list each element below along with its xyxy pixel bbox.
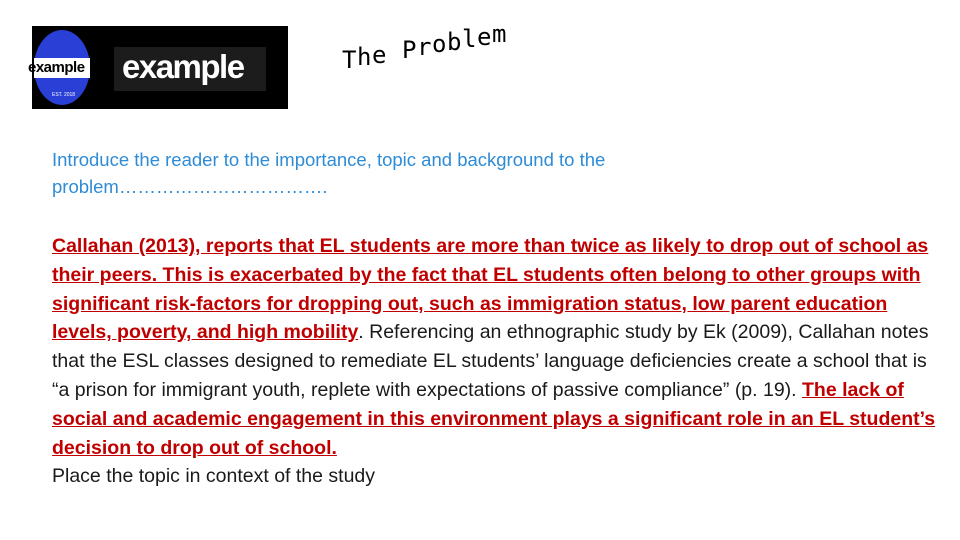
logo-emblem-text: example: [28, 59, 85, 76]
logo: [28, 26, 288, 109]
logo-emblem-small-text: EST. 2018: [52, 92, 76, 98]
title-letter: m: [492, 20, 508, 48]
title-letter: e: [477, 22, 493, 51]
title-letter: T: [342, 46, 358, 74]
body-paragraph: [52, 232, 942, 491]
closing-text: Place the topic in context of the study: [52, 465, 376, 488]
title-letter: [387, 38, 402, 66]
body-text-plain: . Referencing an ethnographic study by Ek (2009), Callahan notes that the ESL classes designed to remediate EL students’ language deficiencies create a school that is “a prison for immigrant youth, replete with expectations of passive compliance” (p. 19).: [52, 321, 929, 401]
title-letter: e: [372, 40, 388, 69]
title-letter: o: [432, 30, 448, 59]
title-letter: b: [447, 27, 463, 56]
title-letter: l: [462, 25, 478, 54]
title-letter: P: [402, 35, 418, 64]
logo-emblem: [28, 30, 90, 105]
title-letter: h: [357, 43, 373, 72]
slide-title: [342, 18, 542, 88]
logo-wordmark: example: [122, 48, 244, 85]
emphasis-text-2: The lack of social and academic engagement in this environment plays a significant role in an EL student’s decision to drop out of school.: [52, 378, 936, 459]
title-letter: r: [417, 33, 433, 61]
emphasis-text-1: Callahan (2013), reports that EL students are more than twice as likely to drop out of school as their peers. This is exacerbated by the fact that EL students often belong to other groups with significant risk-factors for dropping out, such as immigration status, low parent education levels, poverty, and high mobility: [52, 235, 929, 344]
intro-text: Introduce the reader to the importance, topic and background to the problem…………………………….: [52, 149, 606, 197]
